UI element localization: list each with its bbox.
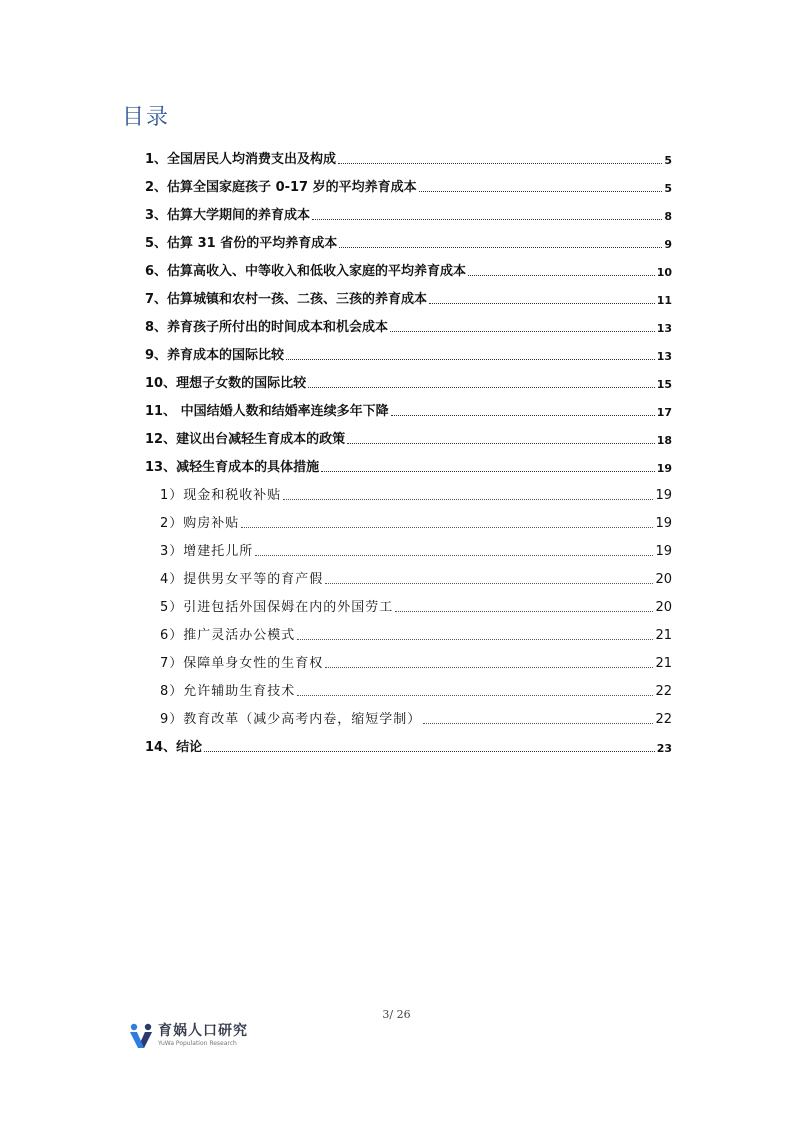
toc-entry[interactable]: [145, 312, 672, 340]
toc-entry-page: 19: [656, 462, 672, 475]
toc-entry[interactable]: [145, 284, 672, 312]
page-number: 3/ 26: [382, 1008, 411, 1021]
dot-leader: [468, 274, 655, 276]
toc-subentry[interactable]: [145, 564, 672, 592]
dot-leader: [423, 722, 653, 724]
toc-entry-label: 14、结论: [145, 740, 203, 755]
toc-title: 目录: [122, 105, 171, 130]
toc-entry[interactable]: [145, 340, 672, 368]
toc-subentry-page: 20: [655, 600, 672, 615]
dot-leader: [325, 666, 653, 668]
toc-subentry-page: 19: [655, 544, 672, 559]
toc-subentry[interactable]: [145, 480, 672, 508]
toc-subentry[interactable]: [145, 648, 672, 676]
toc-subentry-page: 19: [655, 488, 672, 503]
toc-entry[interactable]: [145, 452, 672, 480]
dot-leader: [325, 582, 653, 584]
toc-entry[interactable]: [145, 732, 672, 760]
toc-entry-page: 15: [656, 378, 672, 391]
toc-subentry[interactable]: [145, 508, 672, 536]
toc-subentry[interactable]: [145, 536, 672, 564]
toc-entry-label: 13、减轻生育成本的具体措施: [145, 460, 320, 475]
dot-leader: [204, 750, 655, 752]
dot-leader: [283, 498, 653, 500]
toc-entry-page: 11: [656, 294, 672, 307]
toc-subentry-label: 5）引进包括外国保姆在内的外国劳工: [160, 600, 394, 615]
toc-subentry-page: 21: [655, 628, 672, 643]
dot-leader: [391, 414, 655, 416]
toc-entry-page: 13: [656, 322, 672, 335]
toc-subentry-page: 21: [655, 656, 672, 671]
toc-entry[interactable]: [145, 172, 672, 200]
dot-leader: [297, 694, 653, 696]
toc-entry-label: 11、 中国结婚人数和结婚率连续多年下降: [145, 404, 389, 419]
toc-entry[interactable]: [145, 144, 672, 172]
dot-leader: [286, 358, 655, 360]
dot-leader: [255, 554, 653, 556]
toc-subentry-label: 9）教育改革（减少高考内卷，缩短学制）: [160, 712, 422, 727]
toc-subentry-label: 7）保障单身女性的生育权: [160, 656, 324, 671]
toc-entry[interactable]: [145, 256, 672, 284]
dot-leader: [297, 638, 653, 640]
toc-subentry-label: 2）购房补贴: [160, 516, 240, 531]
toc-entry[interactable]: [145, 228, 672, 256]
toc-entry-label: 10、理想子女数的国际比较: [145, 376, 307, 391]
toc-subentry-page: 19: [655, 516, 672, 531]
toc-subentry-label: 4）提供男女平等的育产假: [160, 572, 324, 587]
dot-leader: [429, 302, 655, 304]
dot-leader: [312, 218, 662, 220]
logo-chinese-name: 育娲人口研究: [158, 1022, 248, 1039]
toc-entry-page: 5: [664, 154, 672, 167]
toc-entry[interactable]: [145, 368, 672, 396]
yuwa-logo-icon: [128, 1021, 154, 1049]
toc-subentry-page: 22: [655, 684, 672, 699]
dot-leader: [321, 470, 655, 472]
brand-logo: [128, 1021, 248, 1049]
toc-entry-page: 8: [664, 210, 672, 223]
toc-entry-page: 13: [656, 350, 672, 363]
toc-entry-page: 5: [664, 182, 672, 195]
dot-leader: [308, 386, 655, 388]
dot-leader: [338, 162, 662, 164]
toc-entry-label: 12、建议出台减轻生育成本的政策: [145, 432, 346, 447]
toc-entry-label: 7、估算城镇和农村一孩、二孩、三孩的养育成本: [145, 292, 428, 307]
dot-leader: [395, 610, 653, 612]
toc-entry-label: 9、养育成本的国际比较: [145, 348, 285, 363]
toc-subentry-label: 8）允许辅助生育技术: [160, 684, 296, 699]
dot-leader: [241, 526, 653, 528]
toc-subentry[interactable]: [145, 704, 672, 732]
toc-subentry[interactable]: [145, 676, 672, 704]
dot-leader: [390, 330, 655, 332]
toc-list: [145, 144, 672, 760]
toc-entry[interactable]: [145, 424, 672, 452]
toc-subentry-label: 1）现金和税收补贴: [160, 488, 282, 503]
toc-subentry-page: 22: [655, 712, 672, 727]
toc-entry[interactable]: [145, 396, 672, 424]
toc-entry-label: 2、估算全国家庭孩子 0-17 岁的平均养育成本: [145, 180, 417, 195]
toc-entry-page: 9: [664, 238, 672, 251]
toc-subentry-label: 3）增建托儿所: [160, 544, 254, 559]
toc-entry-label: 8、养育孩子所付出的时间成本和机会成本: [145, 320, 389, 335]
toc-subentry[interactable]: [145, 592, 672, 620]
toc-entry-label: 1、全国居民人均消费支出及构成: [145, 152, 337, 167]
logo-english-name: YuWa Population Research: [158, 1039, 237, 1047]
toc-entry-label: 3、估算大学期间的养育成本: [145, 208, 311, 223]
dot-leader: [419, 190, 663, 192]
toc-entry-page: 23: [656, 742, 672, 755]
toc-subentry[interactable]: [145, 620, 672, 648]
dot-leader: [339, 246, 662, 248]
dot-leader: [347, 442, 655, 444]
toc-subentry-label: 6）推广灵活办公模式: [160, 628, 296, 643]
toc-entry-page: 10: [656, 266, 672, 279]
toc-entry-page: 18: [656, 434, 672, 447]
toc-entry[interactable]: [145, 200, 672, 228]
toc-subentry-page: 20: [655, 572, 672, 587]
toc-entry-page: 17: [656, 406, 672, 419]
toc-entry-label: 6、估算高收入、中等收入和低收入家庭的平均养育成本: [145, 264, 467, 279]
toc-entry-label: 5、估算 31 省份的平均养育成本: [145, 236, 338, 251]
